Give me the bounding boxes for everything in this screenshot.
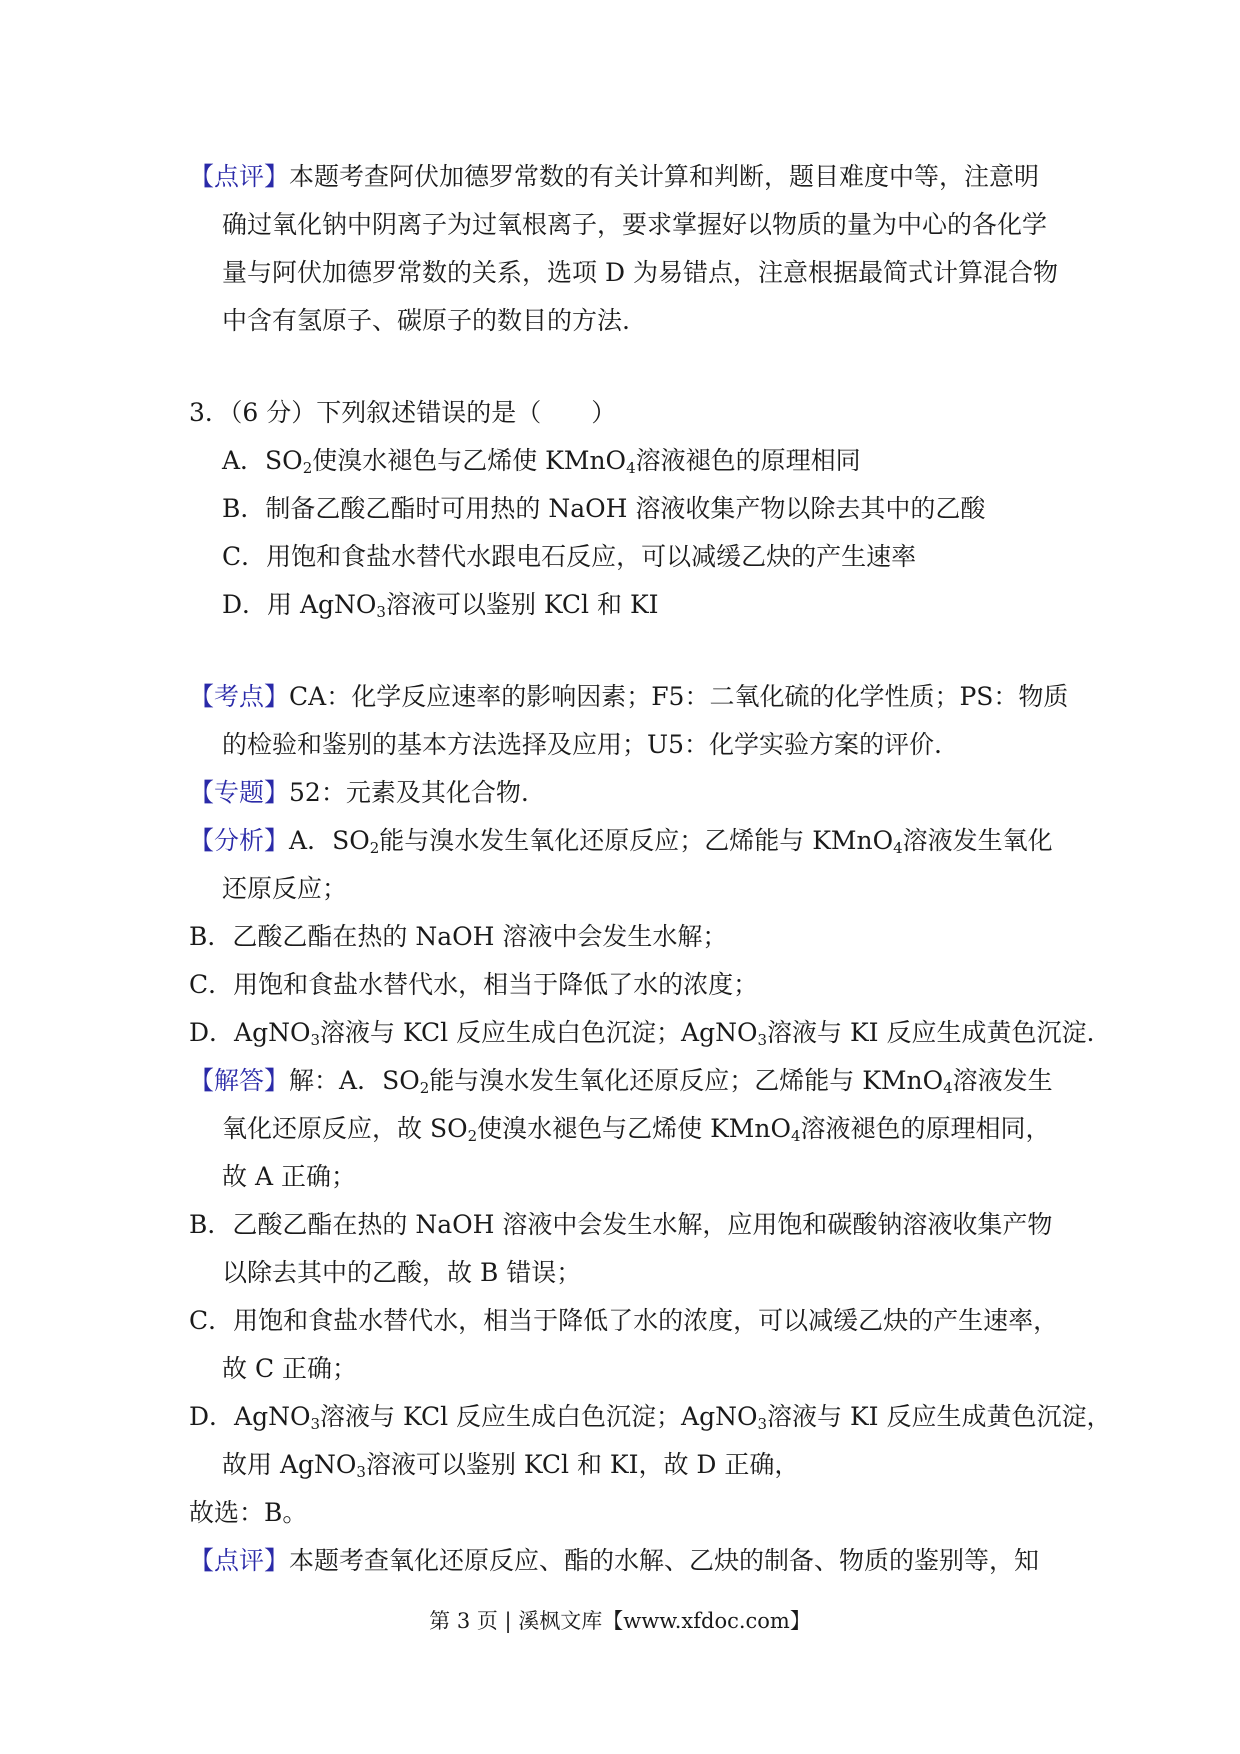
review-line: 量与阿伏加德罗常数的关系，选项 D 为易错点，注意根据最简式计算混合物 xyxy=(222,258,1058,287)
review-line: 【点评】本题考查氧化还原反应、酯的水解、乙炔的制备、物质的鉴别等，知 xyxy=(189,1546,1040,1575)
option-d: D．用 AgNO$_3$溶液可以鉴别 KCl 和 KI xyxy=(222,590,659,621)
fenxi-line: D．AgNO$_3$溶液与 KCl 反应生成白色沉淀；AgNO$_3$溶液与 KI 反应生成黄色沉淀. xyxy=(189,1018,1095,1049)
review-tag: 【点评】 xyxy=(189,1546,290,1575)
kaodian-line: 【考点】CA：化学反应速率的影响因素；F5：二氧化硫的化学性质；PS：物质 xyxy=(189,682,1069,711)
jieda-line: 故 A 正确； xyxy=(222,1162,356,1191)
jieda-line: 氧化还原反应，故 $SO_2$使溴水褪色与乙烯使 KMnO$_4$溶液褪色的原理相同， xyxy=(222,1114,1051,1145)
question-stem: 3．（6 分）下列叙述错误的是（ ） xyxy=(189,398,617,427)
option-b: B．制备乙酸乙酯时可用热的 NaOH 溶液收集产物以除去其中的乙酸 xyxy=(222,494,986,523)
fenxi-line: 还原反应； xyxy=(222,874,348,903)
fenxi-line: B．乙酸乙酯在热的 NaOH 溶液中会发生水解； xyxy=(189,922,728,951)
kaodian-tag: 【考点】 xyxy=(189,682,290,711)
fenxi-line: 【分析】A．$SO_2$能与溴水发生氧化还原反应；乙烯能与 KMnO$_4$溶液发生氧化 xyxy=(189,826,1053,857)
option-c: C．用饱和食盐水替代水跟电石反应，可以减缓乙炔的产生速率 xyxy=(222,542,917,571)
option-a: A．$SO_2$使溴水褪色与乙烯使 KMnO$_4$溶液褪色的原理相同 xyxy=(222,446,861,477)
kaodian-line: 的检验和鉴别的基本方法选择及应用；U5：化学实验方案的评价. xyxy=(222,730,942,759)
review-line: 确过氧化钠中阴离子为过氧根离子，要求掌握好以物质的量为中心的各化学 xyxy=(222,210,1048,239)
review-line: 【点评】本题考查阿伏加德罗常数的有关计算和判断，题目难度中等，注意明 xyxy=(189,162,1040,191)
jieda-line: 【解答】解：A．$SO_2$能与溴水发生氧化还原反应；乙烯能与 KMnO$_4$溶液发生 xyxy=(189,1066,1053,1097)
fenxi-tag: 【分析】 xyxy=(189,826,290,855)
page-footer: 第 3 页 | 溪枫文库【www.xfdoc.com】 xyxy=(429,1609,811,1633)
jieda-line: B．乙酸乙酯在热的 NaOH 溶液中会发生水解，应用饱和碳酸钠溶液收集产物 xyxy=(189,1210,1053,1239)
review-tag: 【点评】 xyxy=(189,162,290,191)
jieda-line: 故 C 正确； xyxy=(222,1354,358,1383)
jieda-line: 故用 AgNO$_3$溶液可以鉴别 KCl 和 KI，故 D 正确， xyxy=(222,1450,800,1481)
jieda-line: 以除去其中的乙酸，故 B 错误； xyxy=(222,1258,582,1287)
answer-line: 故选：B。 xyxy=(189,1498,308,1527)
review-line: 中含有氢原子、碳原子的数目的方法. xyxy=(222,306,630,335)
fenxi-line: C．用饱和食盐水替代水，相当于降低了水的浓度； xyxy=(189,970,759,999)
jieda-tag: 【解答】 xyxy=(189,1066,290,1095)
jieda-line: D．AgNO$_3$溶液与 KCl 反应生成白色沉淀；AgNO$_3$溶液与 KI 反应生成黄色沉淀， xyxy=(189,1402,1112,1433)
zhuanti-line: 【专题】52：元素及其化合物. xyxy=(189,778,529,807)
jieda-line: C．用饱和食盐水替代水，相当于降低了水的浓度，可以减缓乙炔的产生速率， xyxy=(189,1306,1059,1335)
zhuanti-tag: 【专题】 xyxy=(189,778,290,807)
